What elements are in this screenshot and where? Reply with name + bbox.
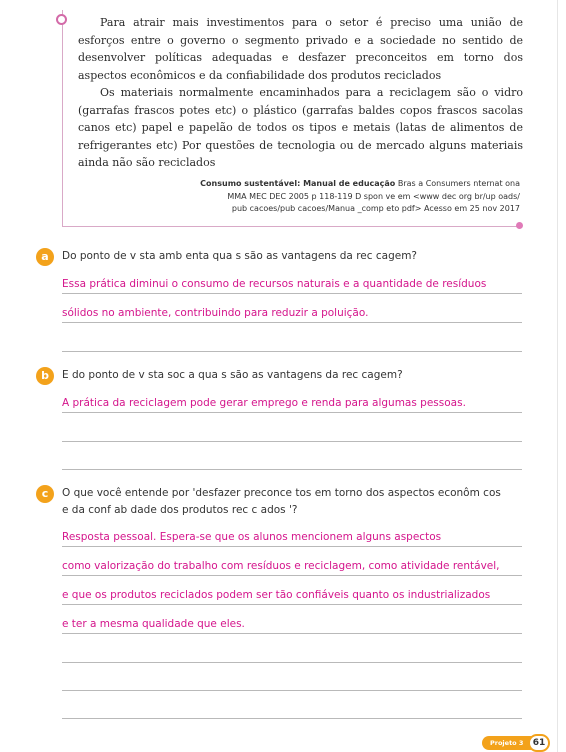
question-b-badge: b bbox=[36, 367, 54, 385]
answer-line bbox=[62, 718, 522, 719]
question-c-text-line-1: O que você entende por 'desfazer preconce tos em torno dos aspectos econôm cos bbox=[62, 487, 501, 499]
question-a-answer-line-1: Essa prática diminui o consumo de recursos naturais e a quantidade de resíduos bbox=[62, 278, 487, 290]
source-line-3: pub cacoes/pub cacoes/Manua _comp eto pdf> Acesso em 25 nov 2017 bbox=[231, 204, 520, 213]
question-c-answer-line-4: e ter a mesma qualidade que eles. bbox=[62, 618, 245, 630]
question-c-answer-line-3: e que os produtos reciclados podem ser tão confiáveis quanto os industrializados bbox=[62, 589, 491, 601]
question-c-answer-line-1: Resposta pessoal. Espera-se que os alunos mencionem alguns aspectos bbox=[62, 531, 442, 543]
answer-line bbox=[62, 293, 522, 294]
answer-line bbox=[62, 662, 522, 663]
answer-line bbox=[62, 633, 522, 634]
source-line-2: MMA MEC DEC 2005 p 118-119 D spon ve em <www dec org br/up oads/ bbox=[227, 191, 520, 201]
answer-line bbox=[62, 322, 522, 323]
answer-line bbox=[62, 604, 522, 605]
quote-end-dot bbox=[516, 222, 523, 229]
page-number: 61 bbox=[528, 734, 550, 752]
footer-section-tab: Projeto 3 bbox=[482, 736, 534, 750]
answer-line bbox=[62, 690, 522, 691]
question-c-badge: c bbox=[36, 485, 54, 503]
quote-source bbox=[160, 178, 520, 216]
source-publisher: Bras a Consumers nternat ona bbox=[395, 179, 520, 188]
quote-paragraph-2: Os materiais normalmente encaminhados para a reciclagem são o vidro (garrafas frascos potes etc) o plástico (garrafas baldes copos frascos sacolas canos etc) papel e papelão de todos os tipos e metais (latas de alimentos de refrigerantes etc) Por questões de tecnologia ou de mercado alguns materiais ainda não são reciclados bbox=[78, 86, 523, 169]
page-edge bbox=[557, 0, 566, 752]
answer-line bbox=[62, 469, 522, 470]
answer-line bbox=[62, 412, 522, 413]
question-a-text: Do ponto de v sta amb enta qua s são as vantagens da rec cagem? bbox=[62, 250, 417, 262]
quote-text bbox=[78, 14, 523, 172]
quote-paragraph-1: Para atrair mais investimentos para o setor é preciso uma união de esforços entre o governo o segmento privado e a sociedade no sentido de desenvolver políticas adequadas e desfazer preconceitos em torno dos aspectos econômicos e da confiabilidade dos produtos reciclados bbox=[78, 16, 523, 82]
question-c-answer-line-2: como valorização do trabalho com resíduos e reciclagem, como atividade rentável, bbox=[62, 560, 500, 572]
answer-line bbox=[62, 546, 522, 547]
question-c-text bbox=[62, 485, 524, 518]
source-title: Consumo sustentável: Manual de educação bbox=[200, 179, 396, 188]
question-c-text-line-2: e da conf ab dade dos produtos rec c ados '? bbox=[62, 503, 298, 516]
question-b-answer-line-1: A prática da reciclagem pode gerar emprego e renda para algumas pessoas. bbox=[62, 397, 466, 409]
answer-line bbox=[62, 575, 522, 576]
question-b-text: E do ponto de v sta soc a qua s são as vantagens da rec cagem? bbox=[62, 369, 403, 381]
answer-line bbox=[62, 441, 522, 442]
question-a-answer-line-2: sólidos no ambiente, contribuindo para reduzir a poluição. bbox=[62, 307, 369, 319]
answer-line bbox=[62, 351, 522, 352]
question-a-badge: a bbox=[36, 248, 54, 266]
quote-marker-dot bbox=[56, 14, 67, 25]
